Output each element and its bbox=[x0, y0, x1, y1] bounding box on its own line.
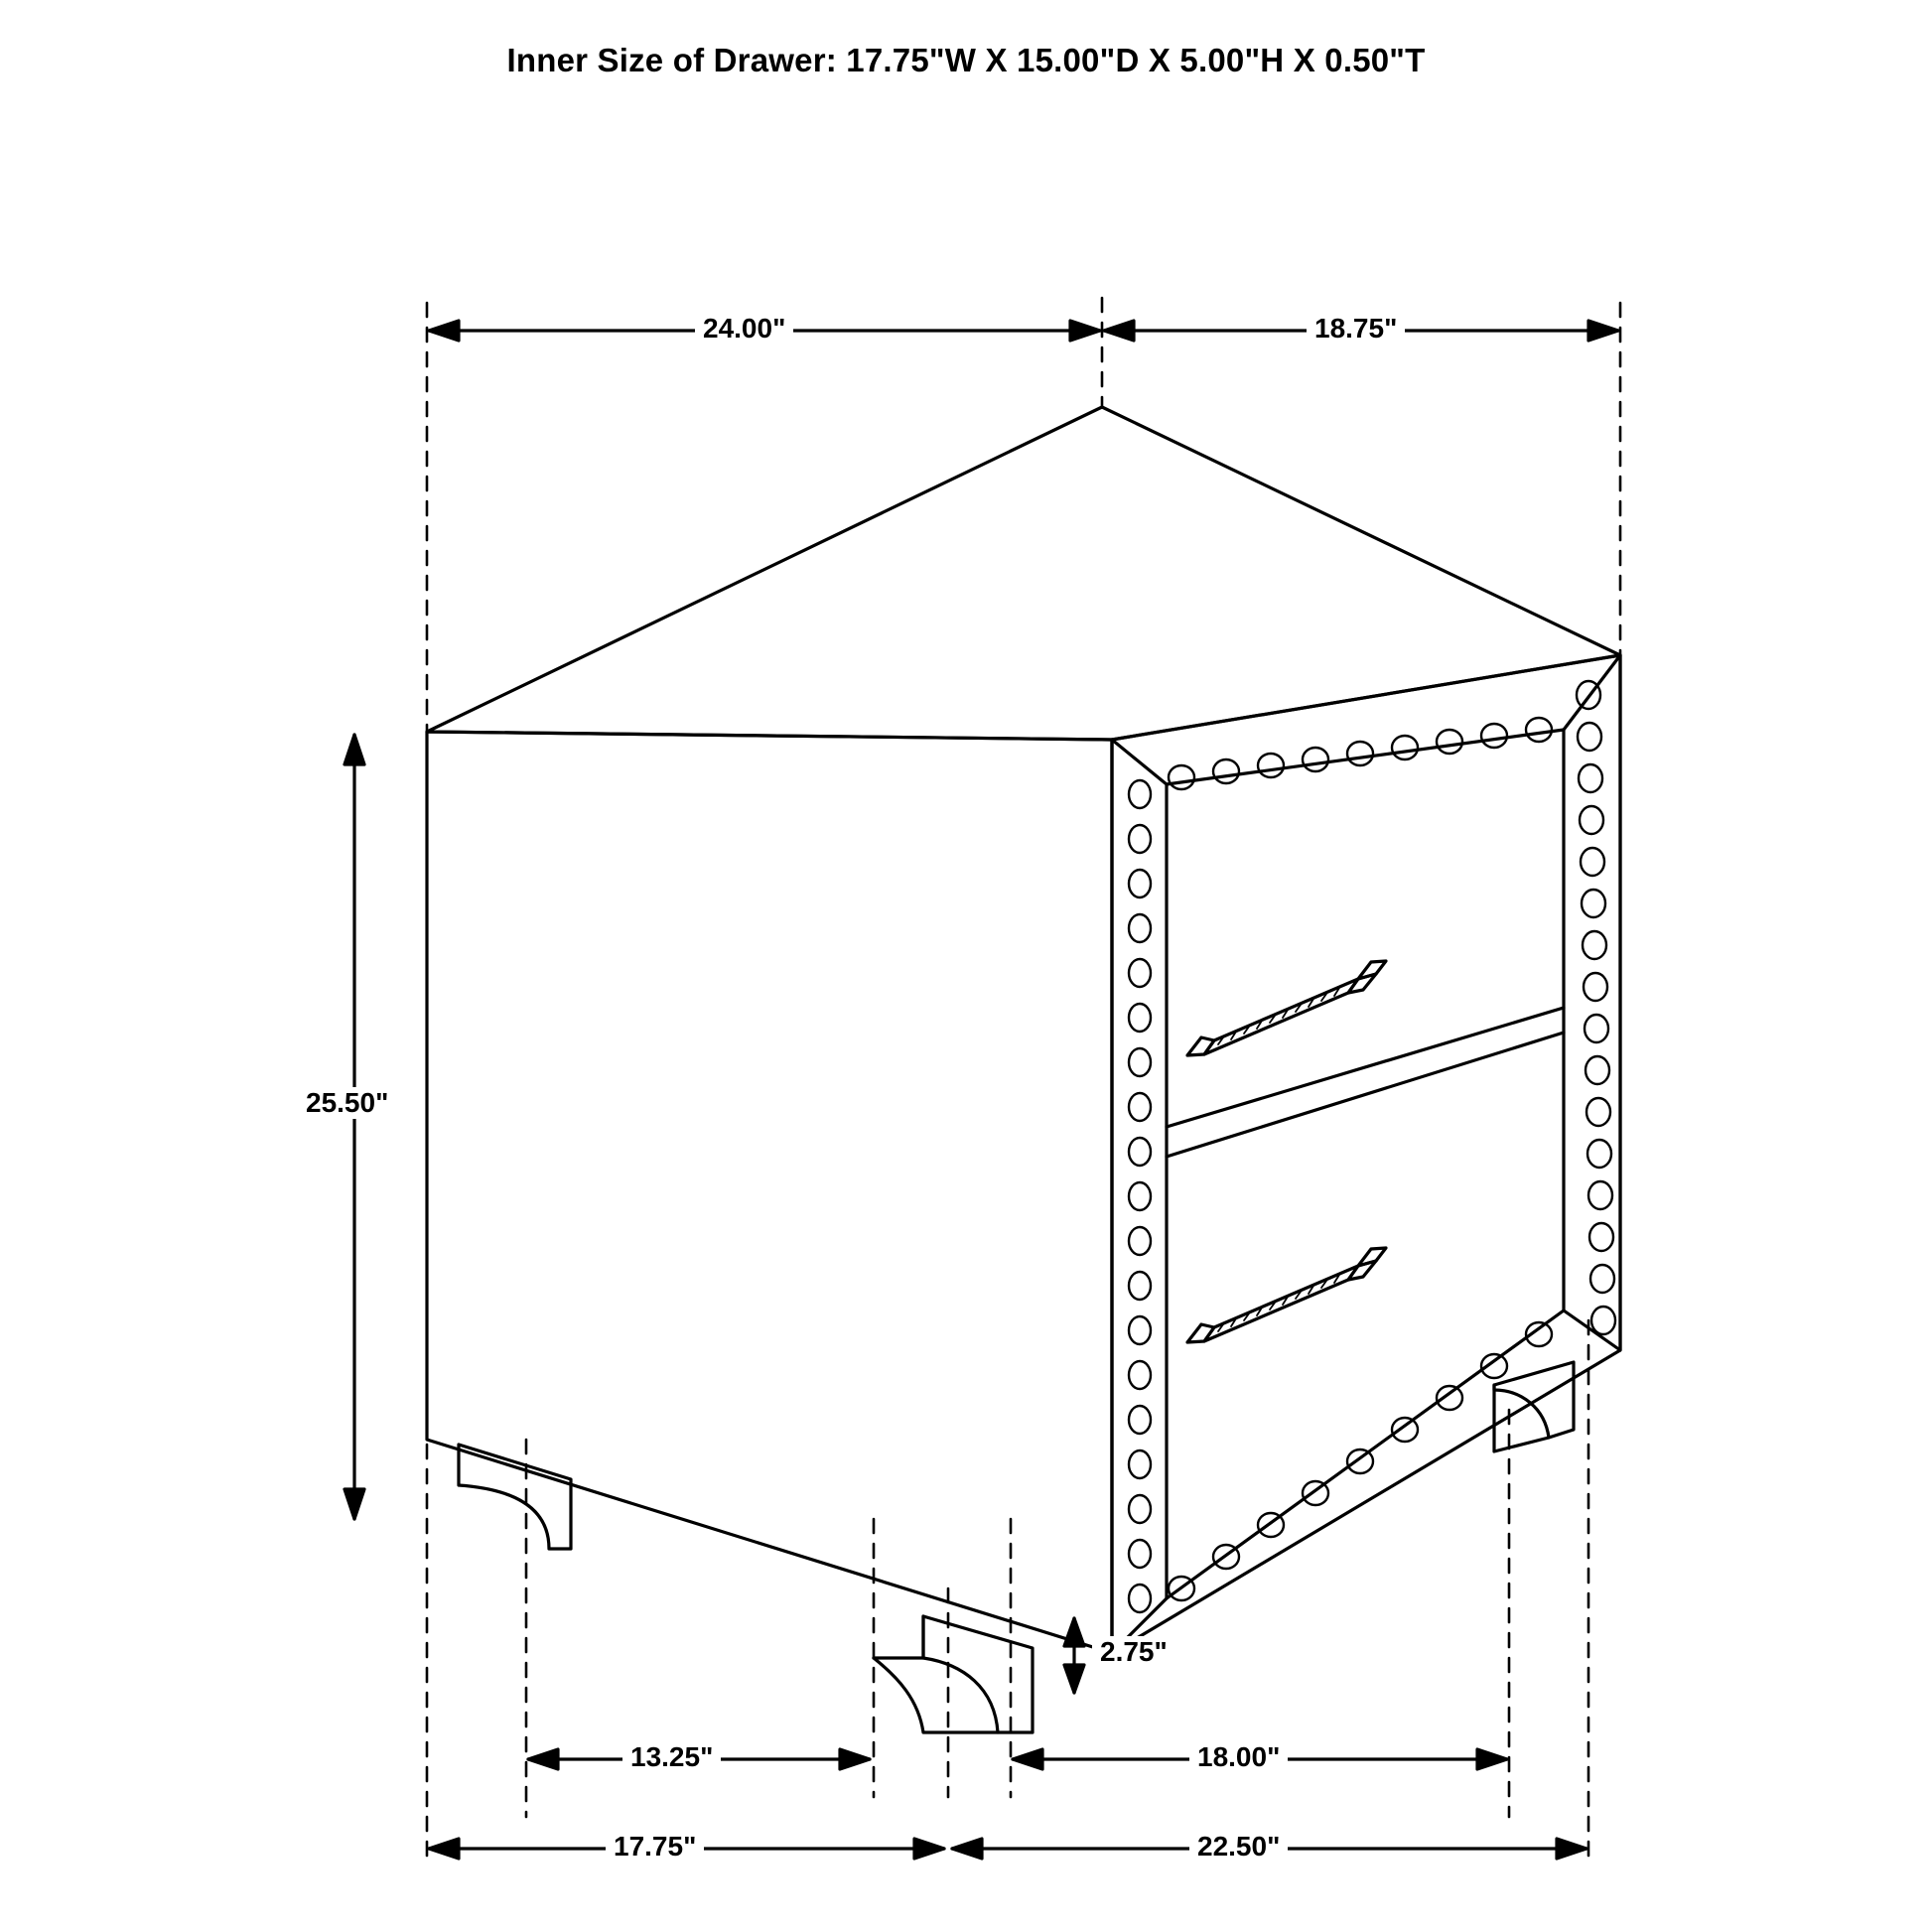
nightstand-body bbox=[427, 407, 1620, 1653]
dim-label-leg-height: 2.75" bbox=[1092, 1636, 1175, 1668]
top-dimension-lines bbox=[429, 321, 1618, 341]
drawer-handle-top bbox=[1187, 961, 1386, 1055]
drawer-divider bbox=[1167, 1008, 1564, 1157]
extension-lines bbox=[427, 298, 1620, 1857]
page-title: Inner Size of Drawer: 17.75"W X 15.00"D X 5.00"H X 0.50"T bbox=[506, 42, 1426, 78]
nailhead-studs-top bbox=[1169, 718, 1552, 789]
dim-label-top-right: 18.75" bbox=[1307, 313, 1405, 345]
dim-label-height: 25.50" bbox=[298, 1087, 396, 1119]
outer-dimension-lines bbox=[429, 1839, 1587, 1859]
dim-label-front-base-left: 13.25" bbox=[622, 1741, 721, 1773]
leg-height-dimension-line bbox=[1064, 1618, 1084, 1693]
dim-label-outer-left: 17.75" bbox=[606, 1831, 704, 1863]
nailhead-studs-left bbox=[1129, 780, 1151, 1612]
nailhead-studs-right bbox=[1577, 681, 1615, 1334]
nailhead-studs-bottom bbox=[1169, 1322, 1552, 1600]
dim-label-top-left: 24.00" bbox=[695, 313, 793, 345]
drawer-handle-bottom bbox=[1187, 1248, 1386, 1342]
height-dimension-line bbox=[345, 735, 364, 1519]
dim-label-outer-right: 22.50" bbox=[1189, 1831, 1288, 1863]
dim-label-front-base-right: 18.00" bbox=[1189, 1741, 1288, 1773]
